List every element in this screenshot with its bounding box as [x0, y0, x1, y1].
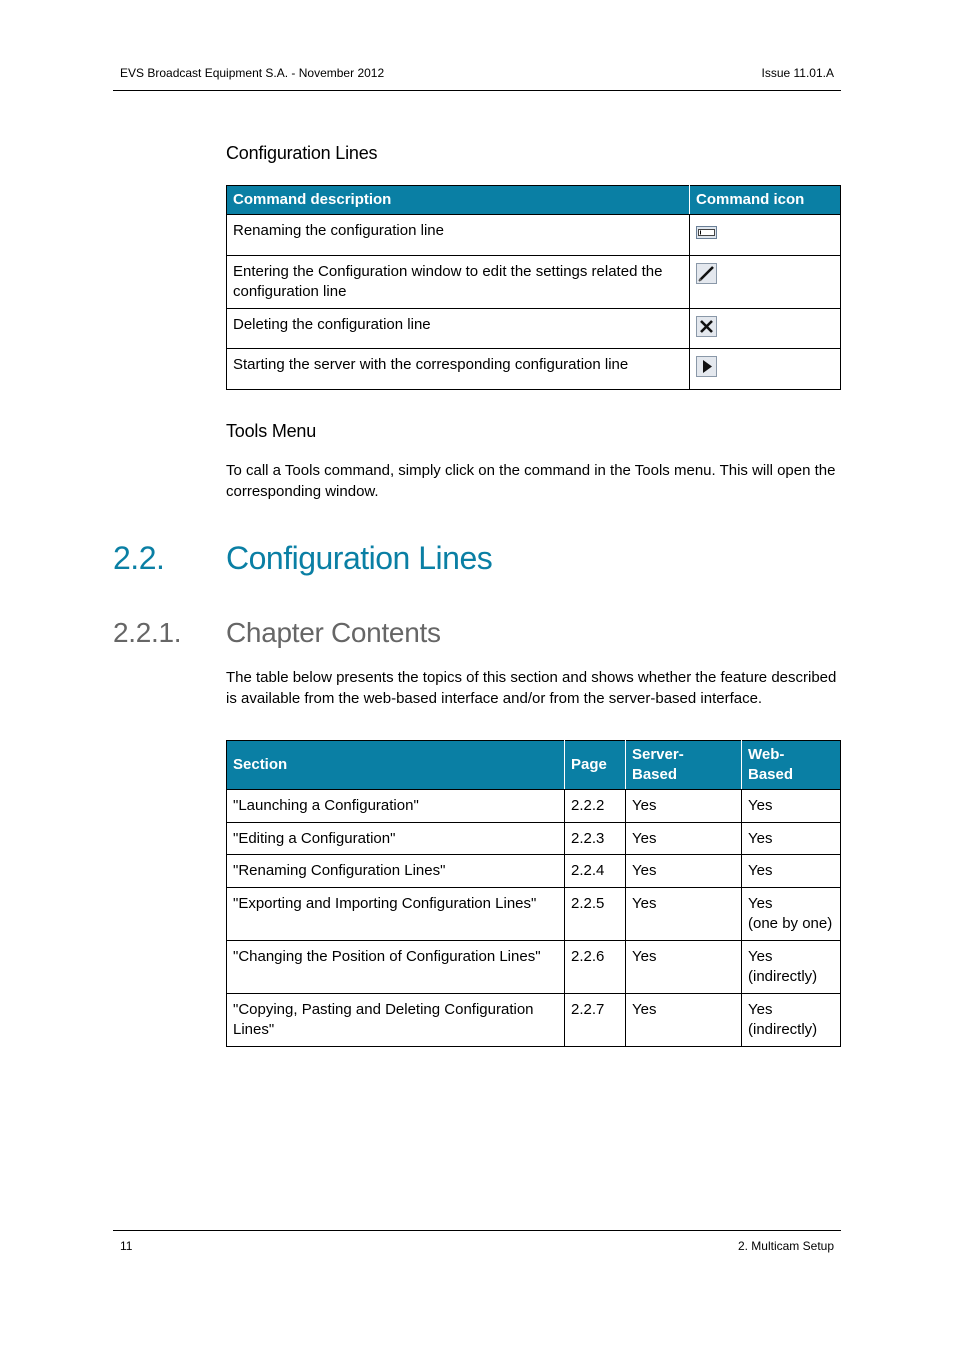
section-cell: "Renaming Configuration Lines" — [227, 855, 565, 888]
web-based-cell: Yes — [742, 822, 841, 855]
command-table — [226, 185, 841, 390]
server-based-cell: Yes — [626, 790, 742, 823]
col-page: Page — [565, 741, 626, 790]
page-cell: 2.2.3 — [565, 822, 626, 855]
page-header — [113, 64, 841, 91]
table-row — [227, 887, 841, 940]
section-number: 2.2. — [113, 540, 165, 576]
server-based-cell: Yes — [626, 940, 742, 993]
col-web-based: Web- Based — [742, 741, 841, 790]
contents-table — [226, 740, 841, 1047]
page-footer — [113, 1230, 841, 1253]
server-based-cell: Yes — [626, 887, 742, 940]
table-row — [227, 940, 841, 993]
web-based-cell: Yes (indirectly) — [742, 993, 841, 1046]
table-row — [227, 308, 841, 349]
col-command-icon: Command icon — [690, 186, 841, 215]
header-issue: Issue 11.01.A — [761, 66, 834, 80]
section-cell: "Changing the Position of Configuration Lines" — [227, 940, 565, 993]
server-based-cell: Yes — [626, 822, 742, 855]
play-icon — [696, 356, 717, 377]
server-based-cell: Yes — [626, 855, 742, 888]
delete-x-icon — [696, 316, 717, 337]
subsection-title: Chapter Contents — [226, 617, 441, 648]
page-cell: 2.2.7 — [565, 993, 626, 1046]
page-cell: 2.2.4 — [565, 855, 626, 888]
command-description: Renaming the configuration line — [227, 215, 690, 256]
web-based-cell: Yes — [742, 790, 841, 823]
col-command-description: Command description — [227, 186, 690, 215]
server-based-cell: Yes — [626, 993, 742, 1046]
table-row — [227, 790, 841, 823]
tools-menu-text: To call a Tools command, simply click on the command in the Tools menu. This will open the corresponding window. — [226, 462, 836, 500]
section-cell: "Editing a Configuration" — [227, 822, 565, 855]
footer-chapter: 2. Multicam Setup — [737, 1239, 834, 1253]
table-row — [227, 993, 841, 1046]
section-cell: "Exporting and Importing Configuration Lines" — [227, 887, 565, 940]
table-row — [227, 349, 841, 390]
config-lines-heading: Configuration Lines — [226, 143, 378, 163]
header-publisher: EVS Broadcast Equipment S.A. - November 2012 — [120, 66, 385, 80]
subsection-number: 2.2.1. — [113, 617, 182, 648]
tools-menu-heading: Tools Menu — [226, 421, 317, 441]
col-server-based: Server- Based — [626, 741, 742, 790]
web-based-cell: Yes (indirectly) — [742, 940, 841, 993]
command-description: Starting the server with the corresponding configuration line — [227, 349, 690, 390]
web-based-cell: Yes (one by one) — [742, 887, 841, 940]
edit-pencil-icon — [696, 263, 717, 284]
rename-icon — [696, 222, 717, 243]
page-number: 11 — [120, 1239, 133, 1253]
page-cell: 2.2.6 — [565, 940, 626, 993]
col-section: Section — [227, 741, 565, 790]
page-cell: 2.2.2 — [565, 790, 626, 823]
table-row — [227, 855, 841, 888]
intro-text: The table below presents the topics of this section and shows whether the feature described is available from the web-based interface and/or from the server-based interface. — [226, 669, 837, 707]
section-cell: "Copying, Pasting and Deleting Configuration Lines" — [227, 993, 565, 1046]
table-row — [227, 822, 841, 855]
section-title: Configuration Lines — [226, 540, 493, 576]
table-row — [227, 255, 841, 308]
web-based-cell: Yes — [742, 855, 841, 888]
command-description: Entering the Configuration window to edit the settings related the configuration line — [227, 255, 690, 308]
section-cell: "Launching a Configuration" — [227, 790, 565, 823]
table-row — [227, 215, 841, 256]
page-cell: 2.2.5 — [565, 887, 626, 940]
command-description: Deleting the configuration line — [227, 308, 690, 349]
